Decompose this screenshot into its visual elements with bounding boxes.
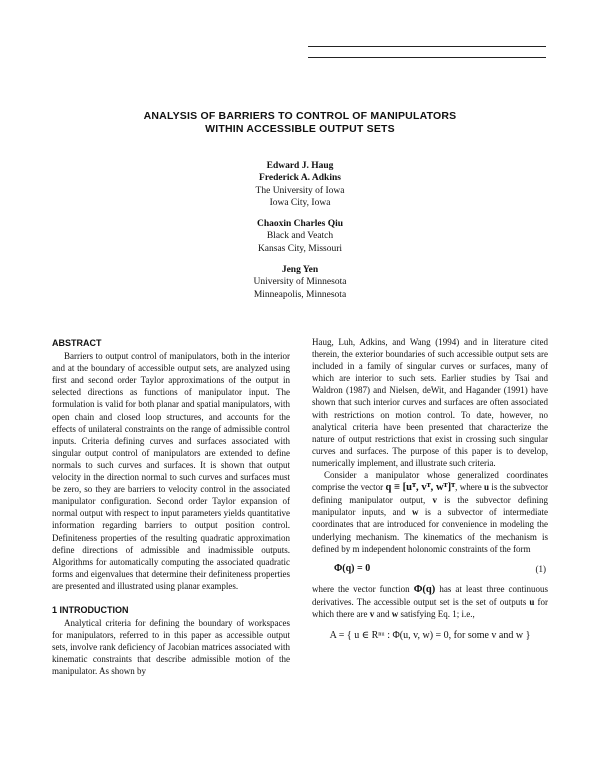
author-name: Chaoxin Charles Qiu: [256, 219, 344, 230]
abstract-heading: ABSTRACT: [52, 338, 102, 348]
affiliation-line: University of Minnesota: [253, 277, 347, 288]
body-paragraph: where the vector function Φ(q) has at least three continuous derivatives. The accessible output set is the set of outputs u for which there are v and w satisfying Eq. 1; i.e.,: [312, 583, 549, 619]
affiliation-line: Black and Veatch: [266, 231, 334, 242]
title-line-1: ANALYSIS OF BARRIERS TO CONTROL OF MANIPULATORS: [143, 110, 457, 122]
coordinate-vector: q ≡ [uᵀ, vᵀ, wᵀ]ᵀ: [385, 482, 456, 494]
equation-accessible-set: A = { u ∈ Rⁿᵘ : Φ(u, v, w) = 0, for some v and w }: [329, 629, 531, 641]
affiliation-line: Minneapolis, Minnesota: [253, 289, 347, 300]
author-block: [150, 160, 450, 301]
equation-1: [312, 555, 548, 583]
paper-title: [60, 110, 540, 136]
author-name: Jeng Yen: [281, 265, 319, 276]
introduction-text: Analytical criteria for defining the boundary of workspaces for manipulators, referred to in this paper as accessible output sets, involve rank deficiency of Jacobian matrices associated with kinematic constraints that describe admissible motion of the manipulator. As shown by: [52, 618, 290, 677]
body-paragraph: Haug, Luh, Adkins, and Wang (1994) and in literature cited therein, the exterior boundaries of such accessible output sets are included in a family of singular curves or surfaces, many of which are interior to such sets. Earlier studies by Tsai and Waldron (1987) and Nielsen, deWit, and Hagander (1991) have shown that such interior curves and surfaces are often associated with restrictions on motion control. To date, however, no analytical criteria have been presented that characterize the nature of output restrictions that exist in crossing such singular curves and surfaces. The purpose of this paper is to develop, numerically implement, and illustrate such criteria.: [312, 337, 548, 468]
affiliation-line: Iowa City, Iowa: [269, 197, 331, 208]
right-column: [312, 336, 548, 642]
abstract-text: Barriers to output control of manipulators, both in the interior and at the boundary of accessible output sets, are analyzed using first and second order Taylor approximations of the output in selected directions as functions of manipulator input. The formulation is valid for both planar and spatial manipulators, with open chain and closed loop structures, and accounts for the effects of unilateral constraints on the range of admissible control inputs. Criteria defining curves and surfaces associated with singular output control of manipulators are extended to define normals to such curves and surfaces. It is shown that output velocity in the direction normal to such curves and surfaces must be zero, so they are barriers to velocity control in the associated manipulator configuration. Second order Taylor expansion of normal output with respect to input parameters yields quantitative information regarding barriers to output position control. Definiteness properties of the resulting quadratic approximation define directions of admissible and inadmissible outputs. Algorithms for automatically computing the associated quadratic forms and eigenvalues that determine their definiteness properties are presented and illustrated using planar examples.: [52, 351, 290, 591]
author-name: Edward J. Haug: [266, 161, 334, 171]
affiliation-line: Kansas City, Missouri: [257, 243, 343, 254]
equation-number: (1): [535, 563, 546, 574]
title-line-2: WITHIN ACCESSIBLE OUTPUT SETS: [205, 123, 395, 135]
header-rule-bottom: [308, 57, 546, 58]
body-paragraph: Consider a manipulator whose generalized coordinates comprise the vector q ≡ [uᵀ, vᵀ, wᵀ]ᵀ, where u is the subvector defining manipulator output, v is the subvector defining manipulator inputs, and w is a subvector of intermediate coordinates that are introduced for convenience in modeling the underlying mechanism. The kinematics of the mechanism is defined by m independent holonomic constraints of the form: [312, 470, 549, 554]
affiliation-line: The University of Iowa: [255, 185, 345, 196]
header-rule-top: [308, 46, 546, 47]
introduction-heading: 1 INTRODUCTION: [52, 604, 129, 615]
equation-expression: Φ(q) = 0: [334, 562, 371, 574]
left-column: [52, 337, 290, 678]
author-name: Frederick A. Adkins: [259, 173, 341, 184]
